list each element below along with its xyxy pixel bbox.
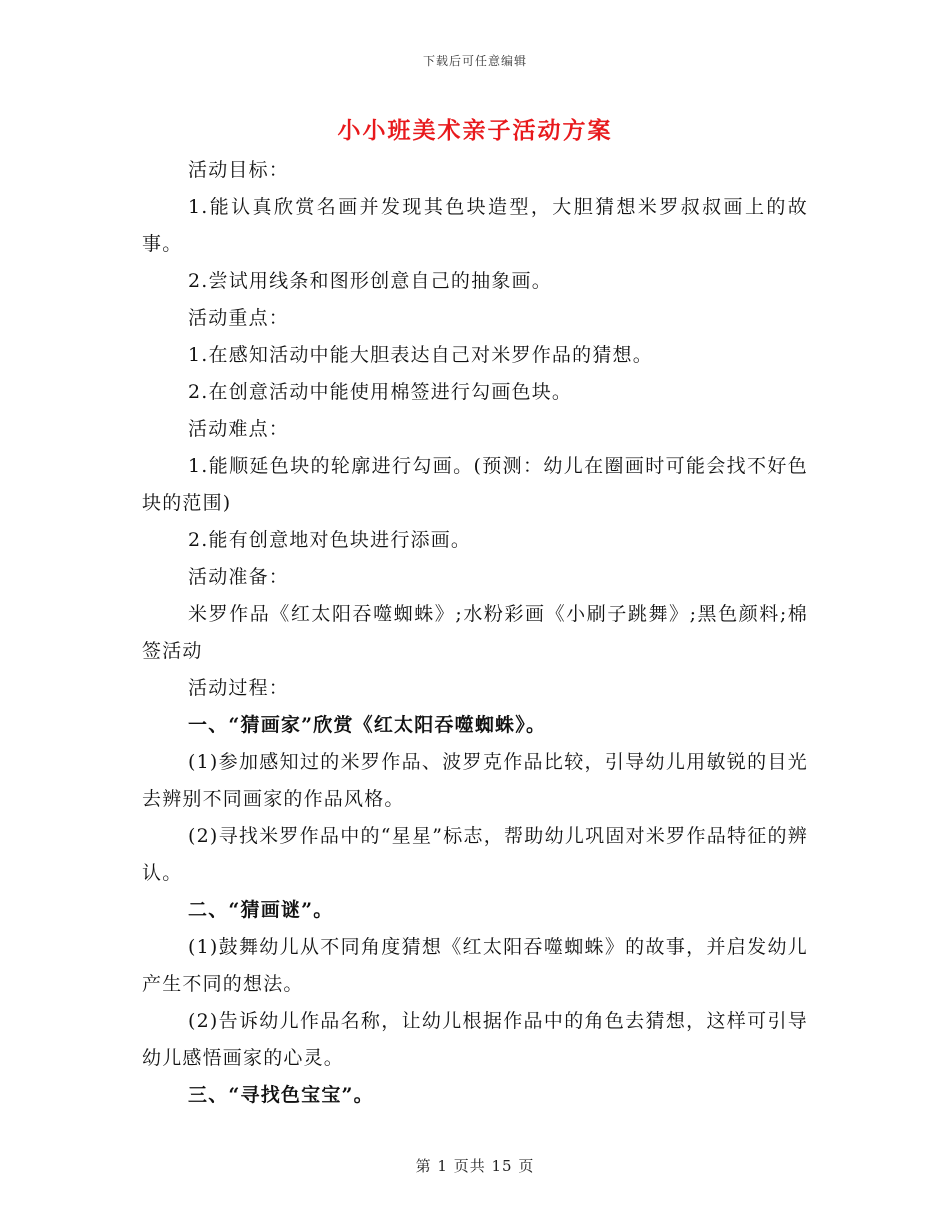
- paragraph: 2.尝试用线条和图形创意自己的抽象画。: [188, 270, 552, 292]
- paragraph: 1.能认真欣赏名画并发现其色块造型，大胆猜想米罗叔叔画上的故事。: [142, 196, 808, 255]
- document-body: [142, 152, 808, 1114]
- paragraph: 2.能有创意地对色块进行添画。: [188, 529, 472, 551]
- paragraph: 活动准备：: [188, 566, 290, 588]
- paragraph: (1)鼓舞幼儿从不同角度猜想《红太阳吞噬蜘蛛》的故事，并启发幼儿产生不同的想法。: [142, 936, 808, 995]
- paragraph: 2.在创意活动中能使用棉签进行勾画色块。: [188, 381, 573, 403]
- section-heading: 二、“猜画谜”。: [188, 899, 334, 921]
- paragraph: 活动重点：: [188, 307, 290, 329]
- section-heading: 三、“寻找色宝宝”。: [188, 1084, 374, 1106]
- header-note: 下载后可任意编辑: [422, 54, 527, 68]
- paragraph: 活动过程：: [188, 677, 290, 699]
- paragraph: 活动难点：: [188, 418, 290, 440]
- paragraph: 1.能顺延色块的轮廓进行勾画。(预测：幼儿在圈画时可能会找不好色块的范围): [142, 455, 808, 514]
- paragraph: (2)告诉幼儿作品名称，让幼儿根据作品中的角色去猜想，这样可引导幼儿感悟画家的心灵。: [142, 1010, 808, 1069]
- paragraph: (1)参加感知过的米罗作品、波罗克作品比较，引导幼儿用敏锐的目光去辨别不同画家的作品风格。: [142, 751, 808, 810]
- paragraph: 米罗作品《红太阳吞噬蜘蛛》;水粉彩画《小刷子跳舞》;黑色颜料;棉签活动: [142, 603, 808, 662]
- paragraph: (2)寻找米罗作品中的“星星”标志，帮助幼儿巩固对米罗作品特征的辨认。: [142, 825, 808, 884]
- page-number: 第 1 页共 15 页: [415, 1157, 535, 1175]
- paragraph: 活动目标：: [188, 159, 290, 181]
- paragraph: 1.在感知活动中能大胆表达自己对米罗作品的猜想。: [188, 344, 653, 366]
- section-heading: 一、“猜画家”欣赏《红太阳吞噬蜘蛛》。: [188, 714, 547, 736]
- document-title: 小小班美术亲子活动方案: [337, 117, 613, 144]
